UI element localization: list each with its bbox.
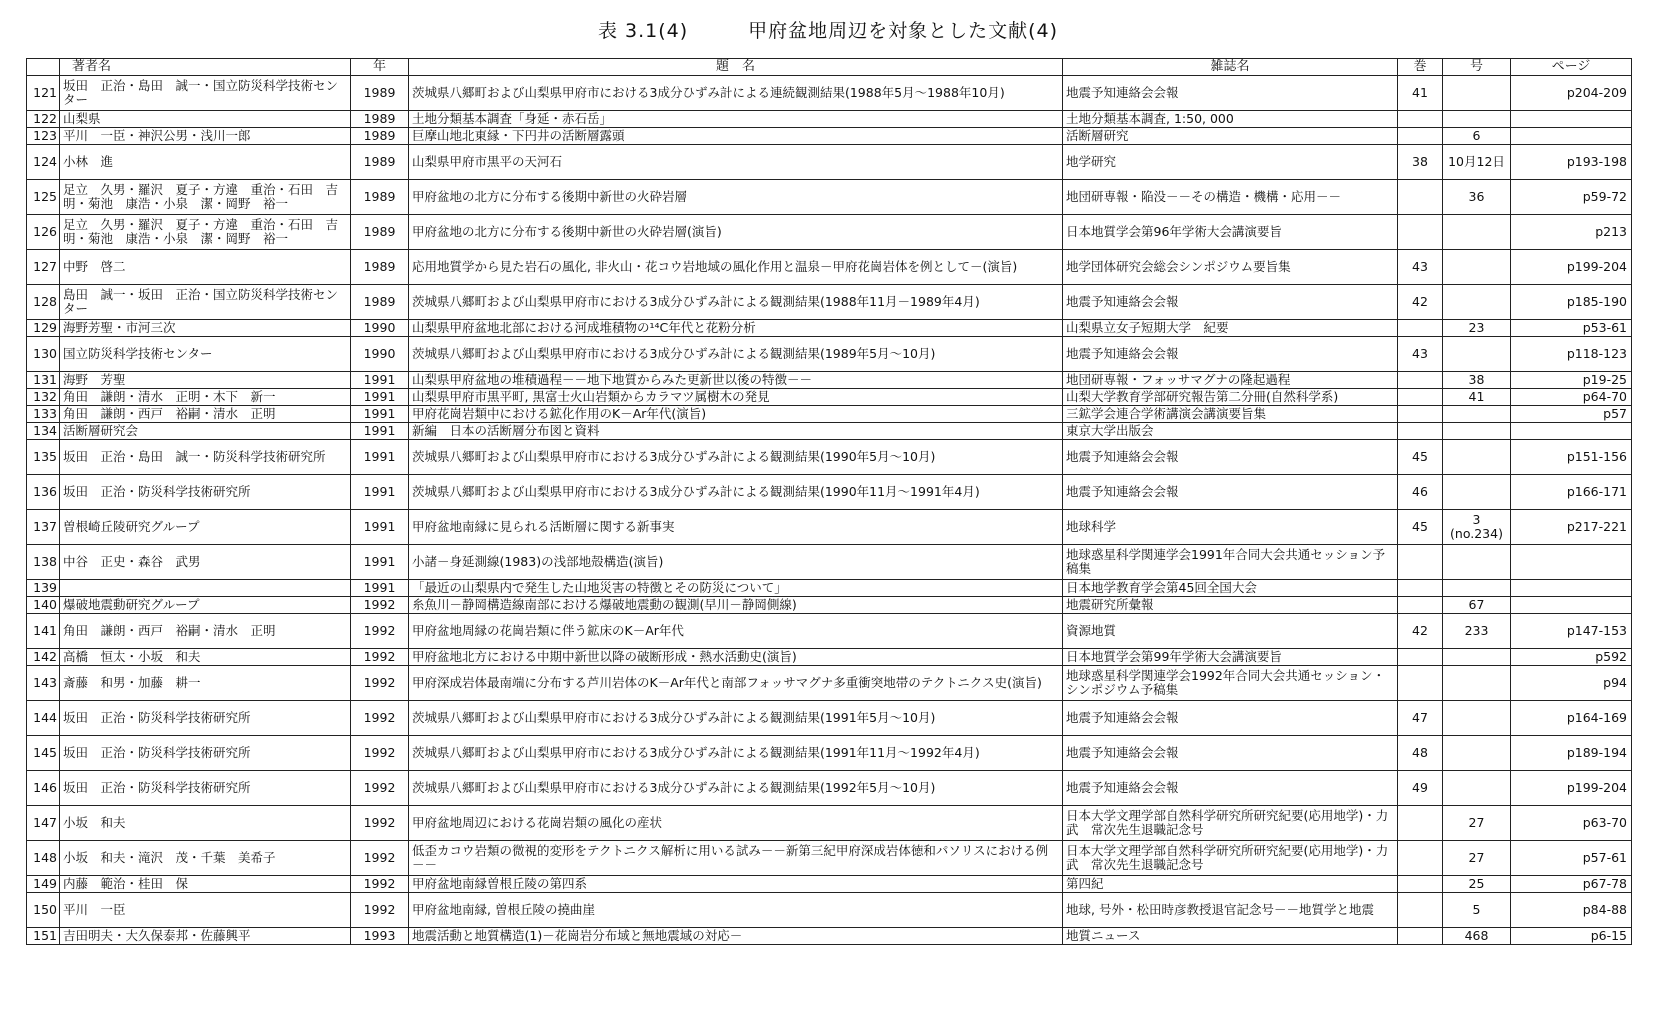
cell-author: 内藤 範治・桂田 保 — [60, 876, 351, 893]
cell-volume — [1398, 597, 1443, 614]
cell-no: 125 — [27, 180, 60, 215]
cell-pages: p151-156 — [1511, 440, 1632, 475]
cell-author: 角田 謙朗・清水 正明・木下 新一 — [60, 389, 351, 406]
cell-issue — [1443, 545, 1511, 580]
cell-title: 茨城県八郷町および山梨県甲府市における3成分ひずみ計による観測結果(1990年11月～1991年4月) — [409, 475, 1063, 510]
cell-title: 茨城県八郷町および山梨県甲府市における3成分ひずみ計による観測結果(1991年11月～1992年4月) — [409, 736, 1063, 771]
cell-year: 1989 — [351, 111, 409, 128]
table-row — [27, 736, 1632, 771]
cell-author: 爆破地震動研究グループ — [60, 597, 351, 614]
cell-title: 甲府盆地周縁の花崗岩類に伴う鉱床のK－Ar年代 — [409, 614, 1063, 649]
cell-pages — [1511, 111, 1632, 128]
cell-no: 124 — [27, 145, 60, 180]
cell-issue: 67 — [1443, 597, 1511, 614]
cell-year: 1992 — [351, 666, 409, 701]
cell-author: 坂田 正治・防災科学技術研究所 — [60, 771, 351, 806]
cell-volume: 49 — [1398, 771, 1443, 806]
cell-pages: p57-61 — [1511, 841, 1632, 876]
cell-title: 地震活動と地質構造(1)－花崗岩分布域と無地震域の対応－ — [409, 928, 1063, 945]
cell-issue — [1443, 215, 1511, 250]
table-row — [27, 320, 1632, 337]
cell-author: 角田 謙朗・西戸 裕嗣・清水 正明 — [60, 614, 351, 649]
cell-pages: p59-72 — [1511, 180, 1632, 215]
cell-volume — [1398, 580, 1443, 597]
cell-issue — [1443, 250, 1511, 285]
header-no — [27, 59, 60, 76]
cell-year: 1990 — [351, 320, 409, 337]
cell-title: 応用地質学から見た岩石の風化, 非火山・花コウ岩地域の風化作用と温泉－甲府花崗岩体を例として－(演旨) — [409, 250, 1063, 285]
cell-author: 中野 啓二 — [60, 250, 351, 285]
cell-issue — [1443, 285, 1511, 320]
cell-year: 1991 — [351, 545, 409, 580]
cell-pages: p193-198 — [1511, 145, 1632, 180]
table-row — [27, 389, 1632, 406]
cell-journal: 地球科学 — [1063, 510, 1398, 545]
cell-year: 1991 — [351, 440, 409, 475]
cell-journal: 活断層研究 — [1063, 128, 1398, 145]
cell-pages: p199-204 — [1511, 250, 1632, 285]
cell-issue — [1443, 580, 1511, 597]
cell-year: 1992 — [351, 806, 409, 841]
header-issue: 号 — [1443, 59, 1511, 76]
cell-volume: 42 — [1398, 285, 1443, 320]
cell-issue — [1443, 736, 1511, 771]
cell-title: 茨城県八郷町および山梨県甲府市における3成分ひずみ計による観測結果(1989年5月～10月) — [409, 337, 1063, 372]
cell-no: 150 — [27, 893, 60, 928]
cell-year: 1991 — [351, 510, 409, 545]
cell-pages: p84-88 — [1511, 893, 1632, 928]
cell-pages — [1511, 597, 1632, 614]
cell-author: 足立 久男・羅沢 夏子・方違 重治・石田 吉明・菊池 康浩・小泉 潔・岡野 裕一 — [60, 180, 351, 215]
cell-journal: 地震予知連絡会会報 — [1063, 76, 1398, 111]
table-caption: 甲府盆地周辺を対象とした文献(4) — [748, 20, 1059, 42]
cell-year: 1992 — [351, 614, 409, 649]
cell-year: 1991 — [351, 389, 409, 406]
cell-no: 139 — [27, 580, 60, 597]
cell-title: 甲府盆地の北方に分布する後期中新世の火砕岩層(演旨) — [409, 215, 1063, 250]
cell-author: 足立 久男・羅沢 夏子・方違 重治・石田 吉明・菊池 康浩・小泉 潔・岡野 裕一 — [60, 215, 351, 250]
cell-volume — [1398, 423, 1443, 440]
table-row — [27, 701, 1632, 736]
cell-no: 128 — [27, 285, 60, 320]
table-row — [27, 806, 1632, 841]
table-row — [27, 440, 1632, 475]
cell-volume — [1398, 666, 1443, 701]
cell-year: 1992 — [351, 841, 409, 876]
cell-author: 坂田 正治・防災科学技術研究所 — [60, 475, 351, 510]
cell-no: 149 — [27, 876, 60, 893]
cell-title: 茨城県八郷町および山梨県甲府市における3成分ひずみ計による観測結果(1988年11月－1989年4月) — [409, 285, 1063, 320]
cell-author: 坂田 正治・防災科学技術研究所 — [60, 701, 351, 736]
cell-issue — [1443, 666, 1511, 701]
cell-year: 1989 — [351, 215, 409, 250]
cell-volume: 45 — [1398, 440, 1443, 475]
header-author: 著者名 — [60, 59, 351, 76]
cell-year: 1991 — [351, 372, 409, 389]
cell-year: 1992 — [351, 701, 409, 736]
cell-journal: 日本大学文理学部自然科学研究所研究紀要(応用地学)・力武 常次先生退職記念号 — [1063, 841, 1398, 876]
cell-journal: 日本地質学会第99年学術大会講演要旨 — [1063, 649, 1398, 666]
cell-no: 121 — [27, 76, 60, 111]
cell-issue: 41 — [1443, 389, 1511, 406]
cell-author: 海野芳聖・市河三次 — [60, 320, 351, 337]
cell-title: 甲府花崗岩類中における鉱化作用のK－Ar年代(演旨) — [409, 406, 1063, 423]
cell-volume — [1398, 545, 1443, 580]
cell-journal: 山梨大学教育学部研究報告第二分冊(自然科学系) — [1063, 389, 1398, 406]
cell-year: 1991 — [351, 423, 409, 440]
cell-author: 海野 芳聖 — [60, 372, 351, 389]
cell-no: 138 — [27, 545, 60, 580]
cell-year: 1992 — [351, 876, 409, 893]
cell-pages: p199-204 — [1511, 771, 1632, 806]
cell-pages: p147-153 — [1511, 614, 1632, 649]
cell-issue — [1443, 76, 1511, 111]
cell-pages: p63-70 — [1511, 806, 1632, 841]
cell-author: 活断層研究会 — [60, 423, 351, 440]
cell-volume — [1398, 806, 1443, 841]
cell-issue — [1443, 440, 1511, 475]
cell-volume: 43 — [1398, 250, 1443, 285]
cell-issue: 5 — [1443, 893, 1511, 928]
cell-year: 1989 — [351, 128, 409, 145]
cell-journal: 地震予知連絡会会報 — [1063, 701, 1398, 736]
table-row — [27, 128, 1632, 145]
cell-volume: 45 — [1398, 510, 1443, 545]
table-row — [27, 597, 1632, 614]
cell-journal: 地震研究所彙報 — [1063, 597, 1398, 614]
table-row — [27, 841, 1632, 876]
cell-issue: 27 — [1443, 841, 1511, 876]
cell-year: 1992 — [351, 771, 409, 806]
cell-title: 茨城県八郷町および山梨県甲府市における3成分ひずみ計による観測結果(1991年5月～10月) — [409, 701, 1063, 736]
cell-issue — [1443, 111, 1511, 128]
cell-author: 吉田明夫・大久保泰邦・佐藤興平 — [60, 928, 351, 945]
cell-author: 小坂 和夫・滝沢 茂・千葉 美希子 — [60, 841, 351, 876]
cell-issue — [1443, 337, 1511, 372]
cell-title: 山梨県甲府市黒平町, 黒富士火山岩類からカラマツ属樹木の発見 — [409, 389, 1063, 406]
cell-journal: 地震予知連絡会会報 — [1063, 285, 1398, 320]
cell-year: 1989 — [351, 250, 409, 285]
cell-journal: 土地分類基本調査, 1:50, 000 — [1063, 111, 1398, 128]
cell-author: 国立防災科学技術センター — [60, 337, 351, 372]
cell-pages: p94 — [1511, 666, 1632, 701]
table-row — [27, 372, 1632, 389]
cell-title: 甲府盆地南縁に見られる活断層に関する新事実 — [409, 510, 1063, 545]
table-row — [27, 76, 1632, 111]
cell-year: 1990 — [351, 337, 409, 372]
cell-journal: 地震予知連絡会会報 — [1063, 771, 1398, 806]
cell-journal: 日本地学教育学会第45回全国大会 — [1063, 580, 1398, 597]
cell-pages: p53-61 — [1511, 320, 1632, 337]
cell-year: 1989 — [351, 76, 409, 111]
cell-author: 坂田 正治・島田 誠一・防災科学技術研究所 — [60, 440, 351, 475]
cell-pages — [1511, 128, 1632, 145]
cell-author: 小林 進 — [60, 145, 351, 180]
cell-author: 坂田 正治・防災科学技術研究所 — [60, 736, 351, 771]
table-row — [27, 423, 1632, 440]
cell-volume: 46 — [1398, 475, 1443, 510]
cell-no: 135 — [27, 440, 60, 475]
cell-journal: 地球惑星科学関連学会1991年合同大会共通セッション予稿集 — [1063, 545, 1398, 580]
table-row — [27, 876, 1632, 893]
cell-journal: 三鉱学会連合学術講演会講演要旨集 — [1063, 406, 1398, 423]
cell-no: 133 — [27, 406, 60, 423]
cell-volume — [1398, 128, 1443, 145]
cell-pages: p185-190 — [1511, 285, 1632, 320]
table-number: 表 3.1(4) — [597, 20, 689, 42]
table-row — [27, 893, 1632, 928]
table-header-row — [27, 59, 1632, 76]
cell-author: 曽根崎丘陵研究グループ — [60, 510, 351, 545]
cell-no: 148 — [27, 841, 60, 876]
cell-title: 甲府盆地北方における中期中新世以降の破断形成・熱水活動史(演旨) — [409, 649, 1063, 666]
cell-year: 1989 — [351, 285, 409, 320]
table-row — [27, 475, 1632, 510]
cell-pages: p204-209 — [1511, 76, 1632, 111]
cell-title: 新編 日本の活断層分布図と資料 — [409, 423, 1063, 440]
cell-volume — [1398, 389, 1443, 406]
cell-title: 甲府盆地周辺における花崗岩類の風化の産状 — [409, 806, 1063, 841]
cell-pages: p6-15 — [1511, 928, 1632, 945]
header-journal: 雑誌名 — [1063, 59, 1398, 76]
cell-journal: 地震予知連絡会会報 — [1063, 337, 1398, 372]
cell-journal: 地団研専報・フォッサマグナの隆起過程 — [1063, 372, 1398, 389]
cell-volume — [1398, 406, 1443, 423]
cell-author: 高橋 恒太・小坂 和夫 — [60, 649, 351, 666]
cell-volume: 42 — [1398, 614, 1443, 649]
cell-pages: p67-78 — [1511, 876, 1632, 893]
cell-journal: 地学研究 — [1063, 145, 1398, 180]
cell-issue — [1443, 649, 1511, 666]
cell-volume — [1398, 111, 1443, 128]
header-title: 題 名 — [409, 59, 1063, 76]
cell-journal: 地球, 号外・松田時彦教授退官記念号－－地質学と地震 — [1063, 893, 1398, 928]
cell-volume — [1398, 320, 1443, 337]
table-row — [27, 285, 1632, 320]
cell-no: 130 — [27, 337, 60, 372]
cell-no: 131 — [27, 372, 60, 389]
cell-no: 122 — [27, 111, 60, 128]
cell-pages — [1511, 545, 1632, 580]
cell-title: 土地分類基本調査「身延・赤石岳」 — [409, 111, 1063, 128]
cell-author: 中谷 正史・森谷 武男 — [60, 545, 351, 580]
cell-volume — [1398, 649, 1443, 666]
cell-title: 糸魚川－静岡構造線南部における爆破地震動の観測(早川－静岡側線) — [409, 597, 1063, 614]
cell-journal: 地震予知連絡会会報 — [1063, 440, 1398, 475]
table-row — [27, 111, 1632, 128]
cell-no: 151 — [27, 928, 60, 945]
cell-journal: 地震予知連絡会会報 — [1063, 736, 1398, 771]
table-row — [27, 145, 1632, 180]
cell-author: 平川 一臣 — [60, 893, 351, 928]
cell-author: 角田 謙朗・西戸 裕嗣・清水 正明 — [60, 406, 351, 423]
cell-volume — [1398, 215, 1443, 250]
cell-issue: 6 — [1443, 128, 1511, 145]
cell-year: 1992 — [351, 893, 409, 928]
cell-title: 巨摩山地北東縁・下円井の活断層露頭 — [409, 128, 1063, 145]
cell-title: 茨城県八郷町および山梨県甲府市における3成分ひずみ計による観測結果(1992年5月～10月) — [409, 771, 1063, 806]
cell-issue: 3 (no.234) — [1443, 510, 1511, 545]
cell-year: 1989 — [351, 145, 409, 180]
cell-volume — [1398, 928, 1443, 945]
cell-author: 小坂 和夫 — [60, 806, 351, 841]
cell-journal: 地震予知連絡会会報 — [1063, 475, 1398, 510]
cell-title: 小諸－身延測線(1983)の浅部地殻構造(演旨) — [409, 545, 1063, 580]
cell-pages: p57 — [1511, 406, 1632, 423]
cell-no: 136 — [27, 475, 60, 510]
cell-no: 140 — [27, 597, 60, 614]
cell-pages: p189-194 — [1511, 736, 1632, 771]
cell-title: 甲府盆地南縁, 曽根丘陵の撓曲崖 — [409, 893, 1063, 928]
cell-year: 1991 — [351, 475, 409, 510]
cell-no: 141 — [27, 614, 60, 649]
cell-journal: 地団研専報・陥没－－その構造・機構・応用－－ — [1063, 180, 1398, 215]
table-row — [27, 545, 1632, 580]
cell-volume — [1398, 876, 1443, 893]
cell-year: 1991 — [351, 406, 409, 423]
cell-journal: 地質ニュース — [1063, 928, 1398, 945]
cell-title: 甲府盆地南縁曽根丘陵の第四系 — [409, 876, 1063, 893]
cell-pages: p592 — [1511, 649, 1632, 666]
cell-journal: 地学団体研究会総会シンポジウム要旨集 — [1063, 250, 1398, 285]
cell-author: 坂田 正治・島田 誠一・国立防災科学技術センター — [60, 76, 351, 111]
table-row — [27, 928, 1632, 945]
cell-issue — [1443, 701, 1511, 736]
table-row — [27, 406, 1632, 423]
cell-issue — [1443, 423, 1511, 440]
cell-no: 132 — [27, 389, 60, 406]
cell-author: 山梨県 — [60, 111, 351, 128]
cell-pages: p19-25 — [1511, 372, 1632, 389]
cell-pages: p213 — [1511, 215, 1632, 250]
cell-issue — [1443, 406, 1511, 423]
cell-title: 山梨県甲府盆地北部における河成堆積物の¹⁴C年代と花粉分析 — [409, 320, 1063, 337]
cell-title: 甲府盆地の北方に分布する後期中新世の火砕岩層 — [409, 180, 1063, 215]
cell-issue: 23 — [1443, 320, 1511, 337]
table-row — [27, 215, 1632, 250]
cell-issue: 233 — [1443, 614, 1511, 649]
cell-no: 127 — [27, 250, 60, 285]
cell-volume — [1398, 180, 1443, 215]
cell-year: 1992 — [351, 736, 409, 771]
cell-journal: 地球惑星科学関連学会1992年合同大会共通セッション・シンポジウム予稿集 — [1063, 666, 1398, 701]
cell-pages: p118-123 — [1511, 337, 1632, 372]
table-row — [27, 580, 1632, 597]
cell-volume: 41 — [1398, 76, 1443, 111]
cell-journal: 第四紀 — [1063, 876, 1398, 893]
cell-author: 平川 一臣・神沢公男・浅川一郎 — [60, 128, 351, 145]
cell-no: 129 — [27, 320, 60, 337]
cell-no: 145 — [27, 736, 60, 771]
cell-year: 1992 — [351, 649, 409, 666]
table-row — [27, 771, 1632, 806]
literature-table — [26, 58, 1632, 945]
cell-no: 137 — [27, 510, 60, 545]
table-row — [27, 337, 1632, 372]
cell-author: 斎藤 和男・加藤 耕一 — [60, 666, 351, 701]
header-year: 年 — [351, 59, 409, 76]
cell-no: 143 — [27, 666, 60, 701]
cell-issue: 38 — [1443, 372, 1511, 389]
cell-no: 142 — [27, 649, 60, 666]
cell-title: 低歪カコウ岩類の微視的変形をテクトニクス解析に用いる試み－－新第三紀甲府深成岩体徳和パソリスにおける例－－ — [409, 841, 1063, 876]
cell-title: 甲府深成岩体最南端に分布する芦川岩体のK－Ar年代と南部フォッサマグナ多重衝突地帯のテクトニクス史(演旨) — [409, 666, 1063, 701]
cell-year: 1989 — [351, 180, 409, 215]
cell-issue — [1443, 771, 1511, 806]
cell-title: 山梨県甲府市黒平の天河石 — [409, 145, 1063, 180]
table-row — [27, 180, 1632, 215]
table-body — [27, 76, 1632, 945]
cell-title: 山梨県甲府盆地の堆積過程－－地下地質からみた更新世以後の特徴－－ — [409, 372, 1063, 389]
cell-volume — [1398, 893, 1443, 928]
header-pages: ページ — [1511, 59, 1632, 76]
cell-journal: 資源地質 — [1063, 614, 1398, 649]
cell-pages: p164-169 — [1511, 701, 1632, 736]
cell-no: 144 — [27, 701, 60, 736]
table-row — [27, 666, 1632, 701]
cell-volume — [1398, 841, 1443, 876]
cell-no: 146 — [27, 771, 60, 806]
cell-volume: 47 — [1398, 701, 1443, 736]
cell-volume: 38 — [1398, 145, 1443, 180]
cell-no: 123 — [27, 128, 60, 145]
cell-pages: p64-70 — [1511, 389, 1632, 406]
cell-issue — [1443, 475, 1511, 510]
cell-no: 134 — [27, 423, 60, 440]
cell-pages: p217-221 — [1511, 510, 1632, 545]
cell-issue: 468 — [1443, 928, 1511, 945]
cell-pages — [1511, 580, 1632, 597]
cell-author — [60, 580, 351, 597]
cell-issue: 36 — [1443, 180, 1511, 215]
table-row — [27, 614, 1632, 649]
cell-pages — [1511, 423, 1632, 440]
cell-title: 茨城県八郷町および山梨県甲府市における3成分ひずみ計による観測結果(1990年5月～10月) — [409, 440, 1063, 475]
cell-year: 1993 — [351, 928, 409, 945]
cell-title: 「最近の山梨県内で発生した山地災害の特徴とその防災について」 — [409, 580, 1063, 597]
cell-issue: 27 — [1443, 806, 1511, 841]
cell-pages: p166-171 — [1511, 475, 1632, 510]
cell-year: 1992 — [351, 597, 409, 614]
cell-journal: 山梨県立女子短期大学 紀要 — [1063, 320, 1398, 337]
cell-issue: 10月12日 — [1443, 145, 1511, 180]
cell-journal: 日本大学文理学部自然科学研究所研究紀要(応用地学)・力武 常次先生退職記念号 — [1063, 806, 1398, 841]
cell-title: 茨城県八郷町および山梨県甲府市における3成分ひずみ計による連続観測結果(1988年5月～1988年10月) — [409, 76, 1063, 111]
table-row — [27, 250, 1632, 285]
cell-issue: 25 — [1443, 876, 1511, 893]
cell-volume — [1398, 372, 1443, 389]
cell-no: 147 — [27, 806, 60, 841]
table-row — [27, 649, 1632, 666]
header-volume: 巻 — [1398, 59, 1443, 76]
table-row — [27, 510, 1632, 545]
cell-author: 島田 誠一・坂田 正治・国立防災科学技術センター — [60, 285, 351, 320]
cell-journal: 日本地質学会第96年学術大会講演要旨 — [1063, 215, 1398, 250]
page-title — [0, 16, 1656, 43]
cell-journal: 東京大学出版会 — [1063, 423, 1398, 440]
cell-year: 1991 — [351, 580, 409, 597]
cell-volume: 48 — [1398, 736, 1443, 771]
cell-volume: 43 — [1398, 337, 1443, 372]
cell-no: 126 — [27, 215, 60, 250]
